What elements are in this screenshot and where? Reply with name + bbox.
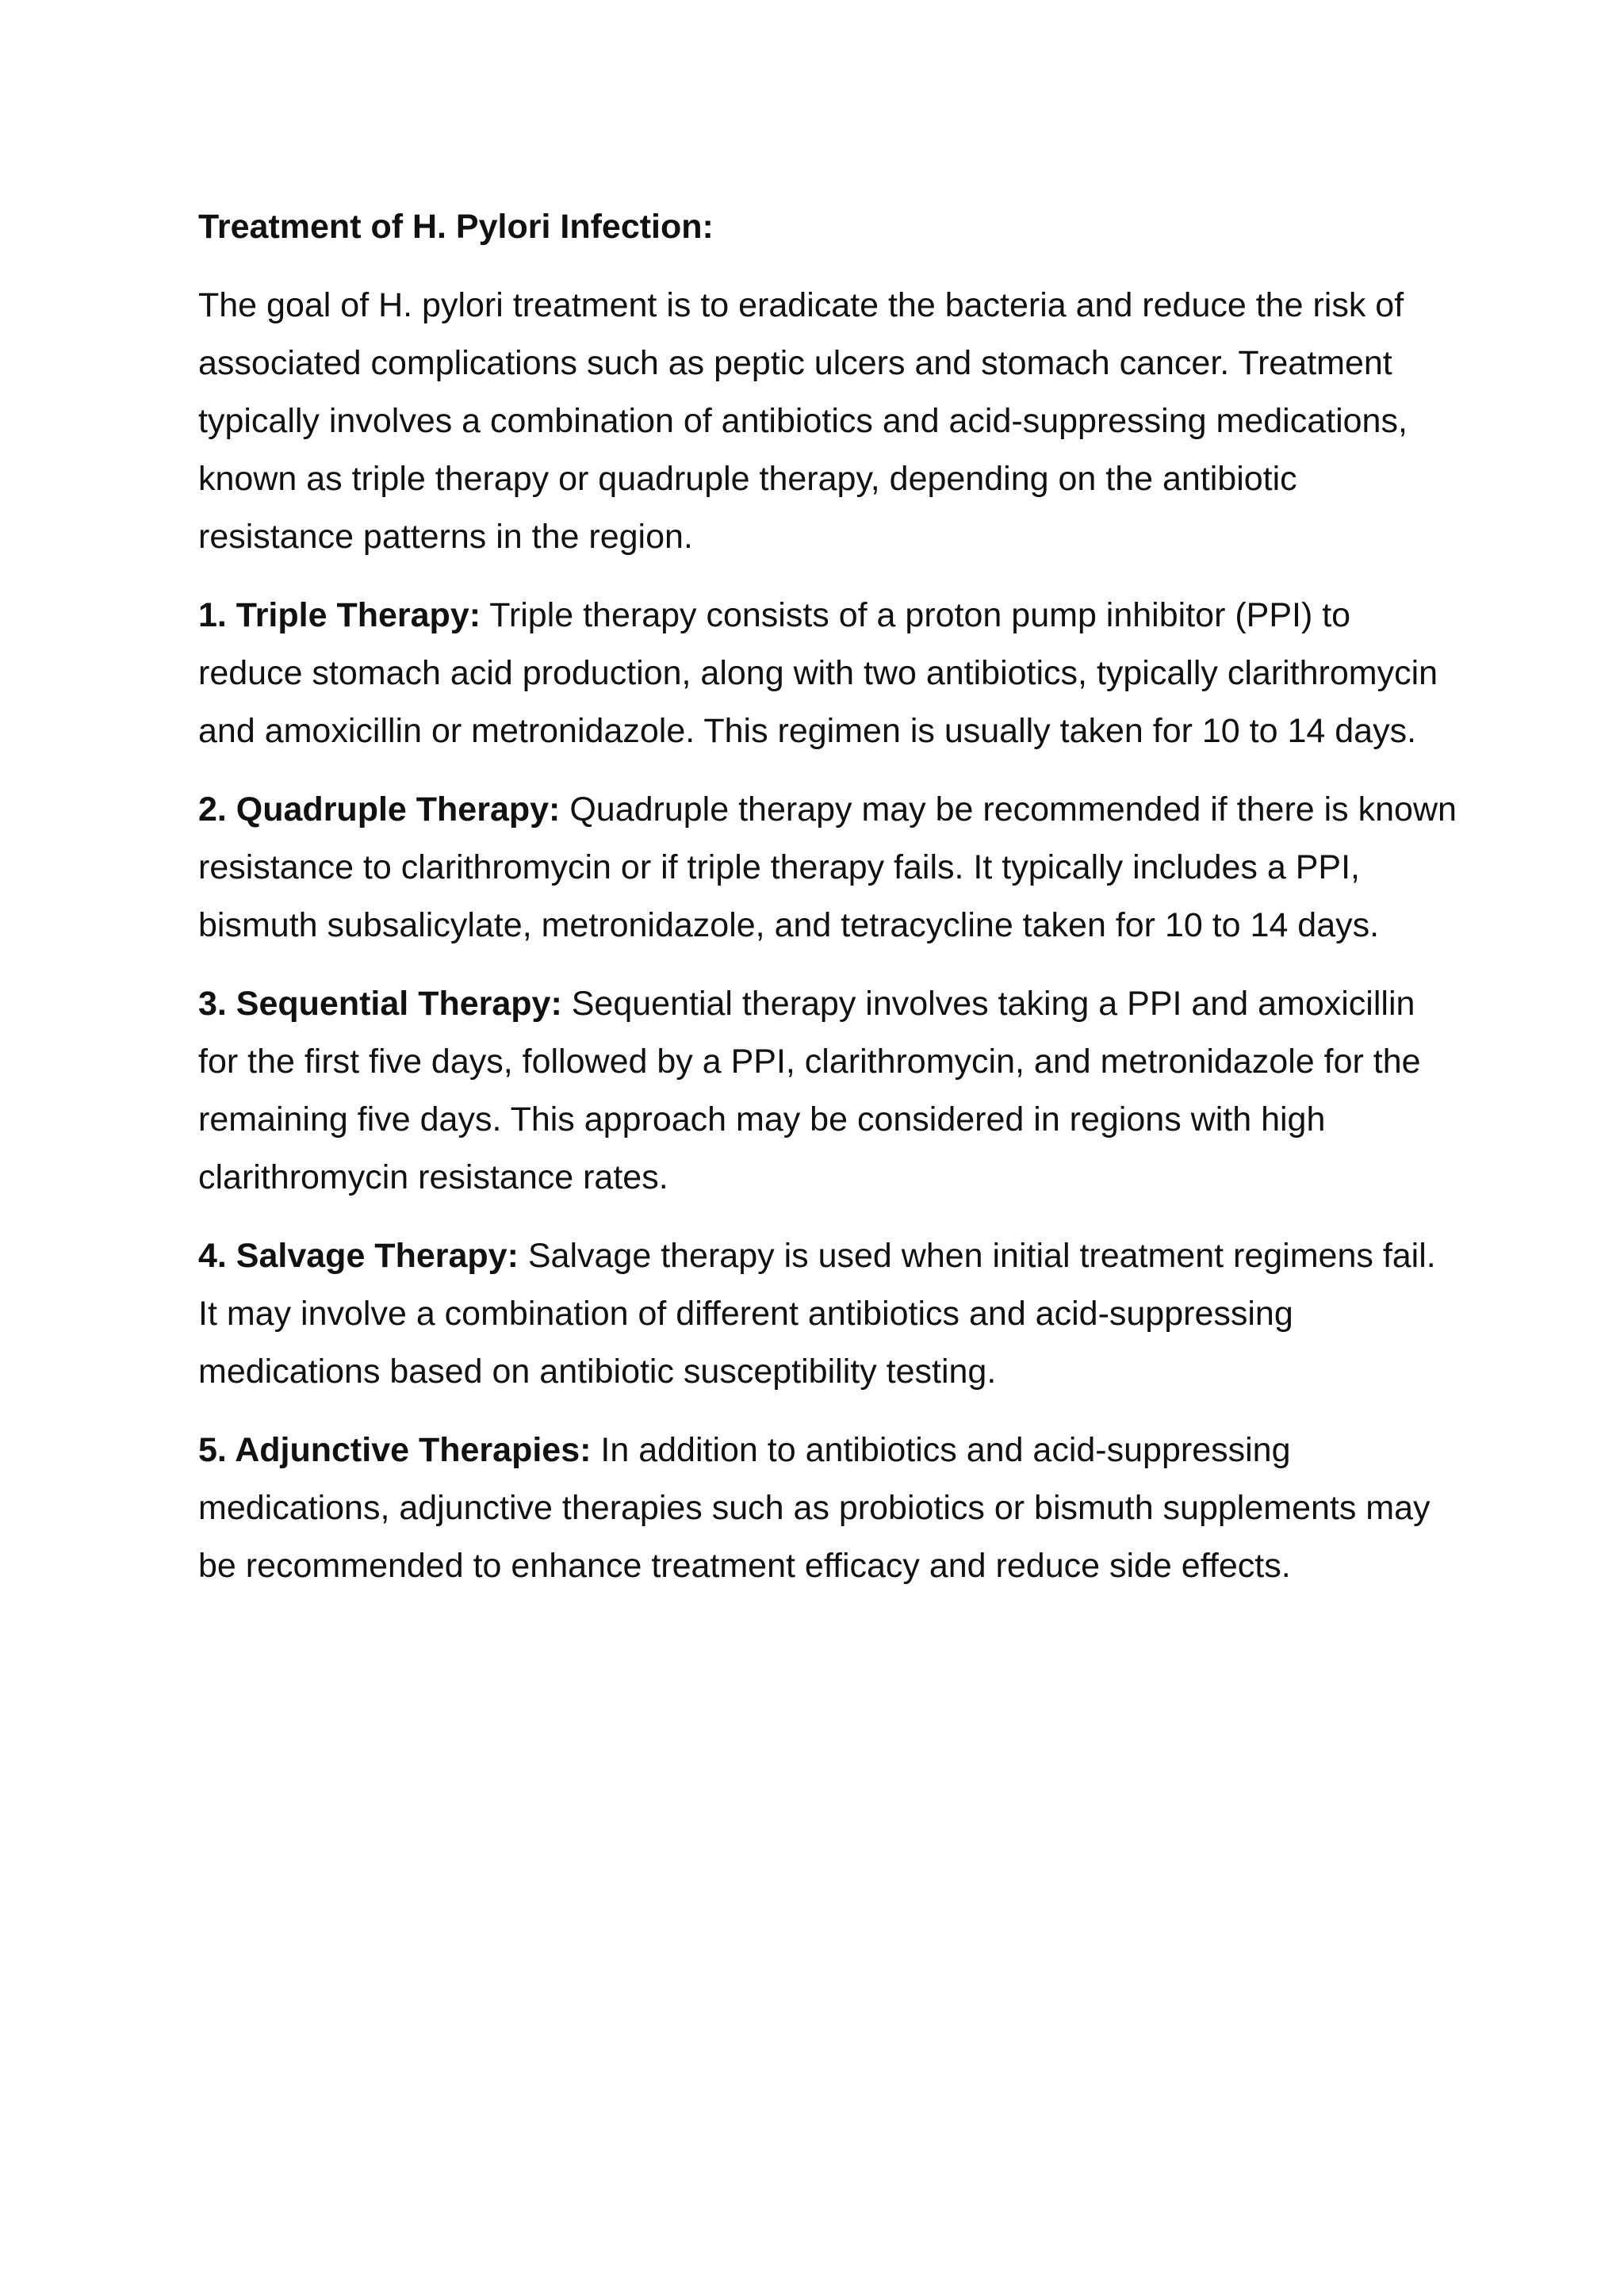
therapy-item-title: 1. Triple Therapy: bbox=[198, 596, 481, 634]
therapy-item-title: 2. Quadruple Therapy: bbox=[198, 790, 561, 828]
therapy-item-adjunctive bbox=[198, 1422, 1459, 1595]
therapy-item-title: 3. Sequential Therapy: bbox=[198, 985, 562, 1023]
intro-paragraph: The goal of H. pylori treatment is to eradicate the bacteria and reduce the risk of associated complications such as peptic ulcers and stomach cancer. Treatment typically involves a combination of antibiotics and acid-suppressing medications, known as triple therapy or quadruple therapy, depending on the antibiotic resistance patterns in the region. bbox=[198, 286, 1408, 556]
therapy-item-quadruple bbox=[198, 781, 1459, 955]
therapy-item-salvage bbox=[198, 1227, 1459, 1401]
therapy-item-text: Salvage therapy is used when initial treatment regimens fail. It may involve a combination of different antibiotics and acid-suppressing medications based on antibiotic susceptibility testing. bbox=[198, 1237, 1436, 1391]
therapy-item-text: Sequential therapy involves taking a PPI and amoxicillin for the first five days, followed by a PPI, clarithromycin, and metronidazole for the remaining five days. This approach may be considered in regions with high clarithromycin resistance rates. bbox=[198, 985, 1421, 1196]
therapy-item-text: Triple therapy consists of a proton pump inhibitor (PPI) to reduce stomach acid production, along with two antibiotics, typically clarithromycin and amoxicillin or metronidazole. This regimen is usually taken for 10 to 14 days. bbox=[198, 596, 1438, 750]
therapy-item-sequential bbox=[198, 975, 1459, 1207]
therapy-item-title: 4. Salvage Therapy: bbox=[198, 1237, 519, 1275]
therapy-item-triple bbox=[198, 587, 1459, 760]
therapy-item-text: Quadruple therapy may be recommended if there is known resistance to clarithromycin or if triple therapy fails. It typically includes a PPI, bismuth subsalicylate, metronidazole, and tetracycline taken for 10 to 14 days. bbox=[198, 790, 1457, 944]
document-heading: Treatment of H. Pylori Infection: bbox=[198, 208, 714, 246]
therapy-item-text: In addition to antibiotics and acid-suppressing medications, adjunctive therapies such as probiotics or bismuth supplements may be recommended to enhance treatment efficacy and reduce side effects. bbox=[198, 1431, 1431, 1585]
therapy-item-title: 5. Adjunctive Therapies: bbox=[198, 1431, 592, 1469]
document-page bbox=[198, 198, 1459, 1616]
